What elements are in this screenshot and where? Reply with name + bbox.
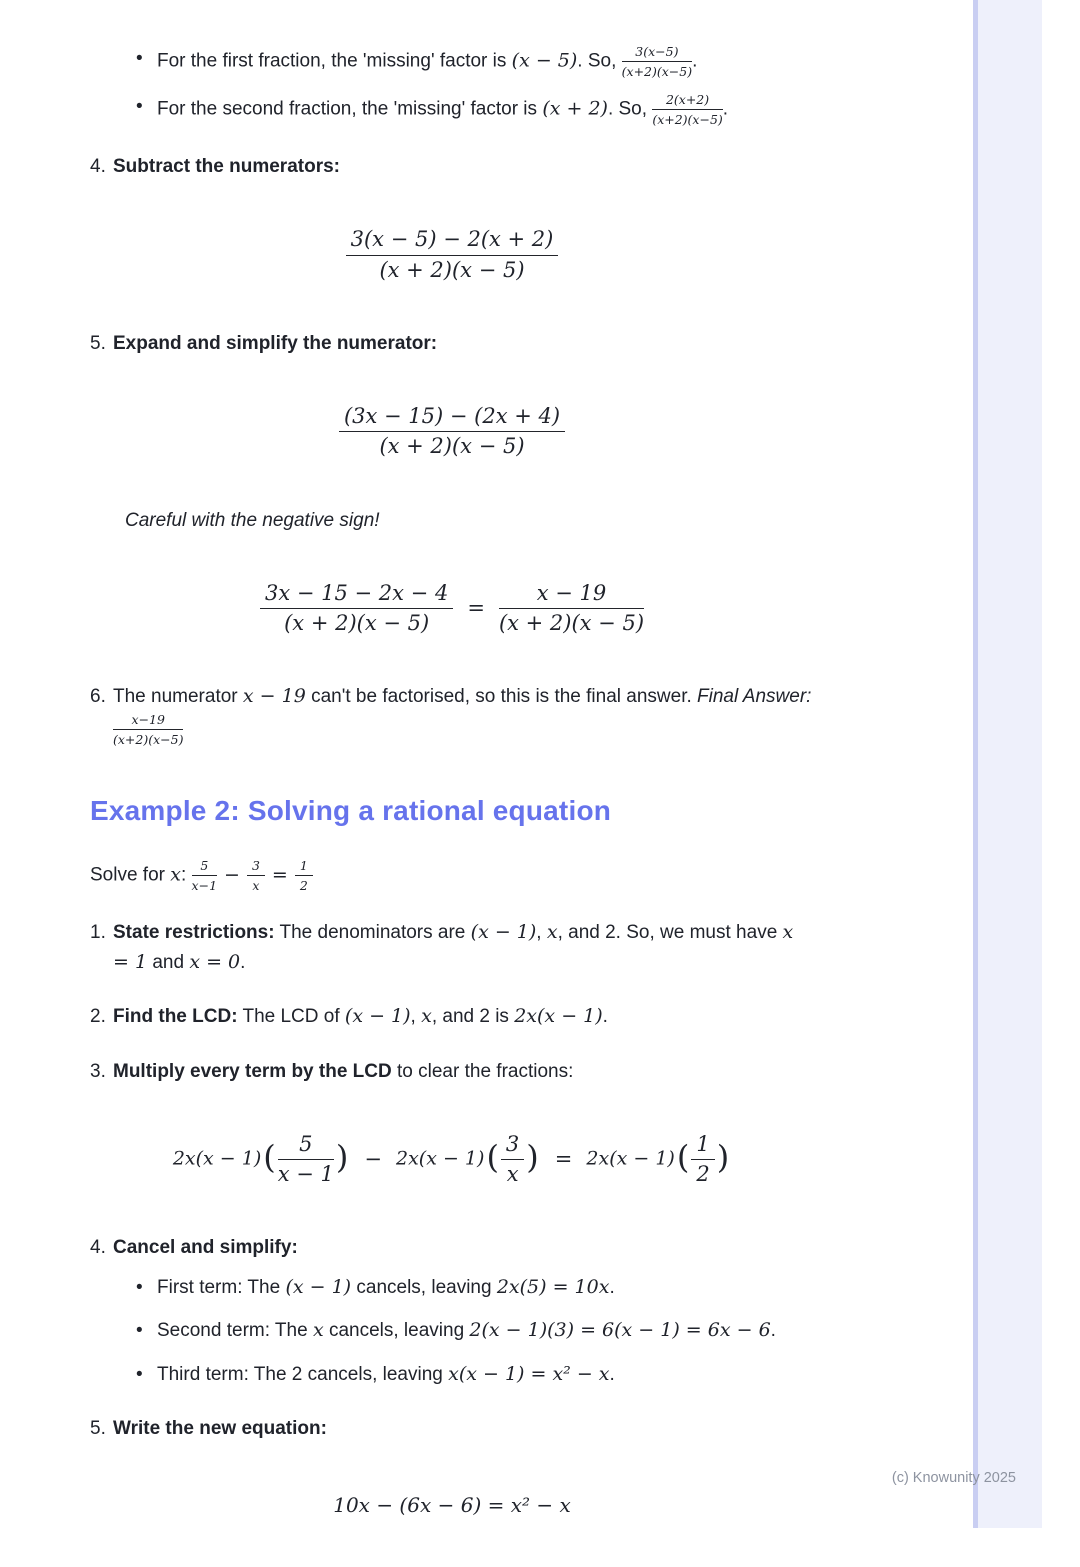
fraction-denominator: x — [252, 878, 260, 894]
display-fraction — [339, 404, 565, 459]
step-6-final-answer — [90, 682, 814, 746]
fraction-numerator: 1 — [295, 858, 313, 876]
step-2-lcd — [90, 1002, 814, 1031]
minus-sign: − — [364, 1147, 382, 1172]
step-text: . — [240, 951, 246, 973]
document-content — [90, 44, 814, 1567]
step-label: Multiply every term by the LCD — [113, 1060, 392, 1082]
step-text: The LCD of — [237, 1006, 345, 1028]
inline-math: (x + 2) — [542, 97, 608, 120]
equation-final — [90, 1490, 814, 1521]
bullet-text: . So, — [607, 98, 653, 120]
step-number: 2. — [90, 1006, 106, 1028]
fraction-denominator: (x+2)(x−5) — [113, 731, 184, 747]
fraction-numerator: 5 — [192, 858, 217, 876]
fraction-denominator: x − 1 — [277, 1162, 334, 1187]
step-label: Expand and simplify the numerator: — [113, 332, 438, 354]
equals-sign: = — [467, 596, 485, 621]
inline-math: x — [421, 1005, 432, 1028]
page-edge-divider — [973, 0, 978, 1528]
fraction-numerator: 3 — [501, 1132, 524, 1160]
bullet-text: . — [609, 1276, 615, 1298]
inline-math: 2x(5) = 10x — [496, 1275, 610, 1298]
left-paren: ( — [263, 1137, 276, 1176]
step-number: 5. — [90, 1418, 106, 1440]
bullet-text: . — [609, 1363, 615, 1385]
right-paren: ) — [526, 1137, 539, 1176]
fraction-denominator: x−1 — [191, 878, 218, 894]
inline-fraction — [247, 858, 265, 893]
step-label: Write the new equation: — [113, 1418, 327, 1440]
step-text: , — [410, 1006, 422, 1028]
equals-sign: = — [554, 1147, 573, 1172]
right-paren: ) — [716, 1137, 730, 1176]
cancel-bullet-list — [113, 1273, 814, 1389]
fraction-denominator: (x + 2)(x − 5) — [284, 611, 430, 636]
final-equation-text: 10x − (6x − 6) = x² − x — [333, 1492, 571, 1517]
list-item — [157, 92, 814, 127]
inline-fraction — [622, 44, 692, 79]
equation-subtract-numerators — [90, 227, 814, 282]
step-text: to clear the fractions: — [391, 1060, 574, 1082]
inline-math: 2(x − 1)(3) = 6(x − 1) = 6x − 6 — [469, 1319, 771, 1342]
inline-math: (x − 1) — [470, 921, 537, 944]
step-label: State restrictions: — [113, 922, 275, 944]
inline-math: 2x(x − 1) — [514, 1005, 603, 1028]
step-4-subtract — [90, 152, 814, 181]
fraction-numerator: 3(x − 5) − 2(x + 2) — [346, 227, 559, 255]
display-fraction — [691, 1132, 714, 1187]
fraction-numerator: 5 — [278, 1132, 334, 1160]
inline-math: x(x − 1) = x² − x — [448, 1362, 610, 1385]
bullet-text: . So, — [577, 50, 622, 72]
display-fraction — [499, 581, 644, 636]
list-item — [157, 1360, 814, 1389]
step-text: can't be factorised, so this is the final answer. — [305, 686, 698, 708]
fraction-numerator: 3(x−5) — [622, 44, 692, 62]
bullet-text: For the first fraction, the 'missing' factor is — [157, 50, 512, 72]
inline-math: (x − 1) — [285, 1275, 352, 1298]
fraction-denominator: 2 — [299, 878, 308, 894]
fraction-numerator: x − 19 — [499, 581, 644, 609]
list-item — [157, 1273, 814, 1302]
inline-fraction — [192, 858, 217, 893]
step-5-new-equation — [90, 1414, 814, 1443]
left-paren: ( — [676, 1137, 690, 1176]
display-fraction — [346, 227, 559, 282]
lcd-term: 2x(x − 1) — [172, 1147, 262, 1170]
step-number: 1. — [90, 922, 106, 944]
left-paren: ( — [486, 1137, 499, 1176]
fraction-numerator: 3x − 15 − 2x − 4 — [260, 581, 453, 609]
bullet-text: cancels, leaving — [323, 1320, 470, 1342]
bullet-text: . — [770, 1320, 776, 1342]
step-number: 4. — [90, 156, 106, 177]
bullet-text: For the second fraction, the 'missing' factor is — [157, 98, 543, 120]
solve-prompt — [90, 858, 814, 893]
bullet-text: . — [722, 98, 729, 120]
minus-sign: − — [224, 863, 240, 886]
fraction-denominator: (x+2)(x−5) — [621, 64, 693, 79]
display-fraction — [501, 1132, 524, 1187]
display-fraction — [278, 1132, 334, 1187]
step-text: . — [602, 1006, 608, 1028]
step-text: The numerator — [113, 686, 243, 708]
bullet-text: cancels, leaving — [351, 1276, 497, 1298]
fraction-numerator: x−19 — [113, 712, 183, 730]
fraction-denominator: (x + 2)(x − 5) — [498, 611, 645, 636]
step-number: 6. — [90, 686, 106, 708]
right-paren: ) — [335, 1137, 349, 1176]
display-fraction — [260, 581, 453, 636]
inline-math: (x − 1) — [344, 1005, 411, 1028]
inline-math: x − 19 — [242, 685, 306, 708]
fraction-denominator: (x + 2)(x − 5) — [379, 434, 525, 459]
step-text: The denominators are — [274, 922, 471, 944]
bullet-text: Second term: The — [157, 1320, 313, 1342]
equals-sign: = — [271, 863, 288, 886]
step-text: , and 2 is — [431, 1006, 515, 1028]
fraction-numerator: 1 — [691, 1132, 714, 1160]
inline-math: x — [170, 863, 181, 886]
inline-math: x — [312, 1319, 324, 1342]
page-side-panel — [978, 0, 1042, 1528]
inline-math: (x − 5) — [511, 49, 578, 72]
intro-bullet-list — [90, 44, 814, 127]
step-1-restrictions — [90, 918, 814, 977]
fraction-numerator: 3 — [247, 858, 265, 876]
step-number: 3. — [90, 1060, 106, 1082]
fraction-denominator: 2 — [696, 1162, 710, 1187]
inline-fraction — [652, 92, 722, 127]
fraction-denominator: x — [506, 1162, 519, 1187]
step-4-cancel — [90, 1233, 814, 1389]
careful-note: Careful with the negative sign! — [125, 509, 380, 531]
inline-math: x = 0 — [189, 950, 241, 973]
fraction-numerator: 2(x+2) — [652, 92, 722, 110]
equation-simplified — [90, 581, 814, 636]
inline-math: x — [546, 921, 558, 944]
solve-text: Solve for — [90, 864, 171, 886]
step-text: and — [147, 951, 190, 973]
lcd-term: 2x(x − 1) — [586, 1147, 675, 1170]
copyright-notice: (c) Knowunity 2025 — [891, 1470, 1016, 1486]
lcd-term: 2x(x − 1) — [396, 1147, 485, 1170]
fraction-numerator: (3x − 15) − (2x + 4) — [339, 404, 565, 432]
fraction-denominator: (x + 2)(x − 5) — [379, 257, 525, 282]
step-5-expand — [90, 329, 814, 358]
equation-expanded — [90, 404, 814, 459]
step-label: Cancel and simplify: — [113, 1237, 298, 1259]
solve-text: : — [180, 864, 192, 886]
section-heading: Example 2: Solving a rational equation — [90, 794, 612, 826]
equation-lcd-multiply — [90, 1132, 814, 1187]
step-number: 5. — [90, 332, 106, 354]
step-label: Subtract the numerators: — [113, 156, 340, 177]
step-text: , and 2. So, we must have — [557, 922, 783, 944]
bullet-text: Third term: The 2 cancels, leaving — [157, 1363, 449, 1385]
inline-math: x = 1 — [113, 921, 794, 973]
bullet-text: . — [692, 50, 698, 72]
bullet-text: First term: The — [157, 1276, 286, 1298]
step-label: Find the LCD: — [113, 1006, 238, 1028]
fraction-denominator: (x+2)(x−5) — [652, 112, 723, 127]
step-text: , — [536, 922, 547, 944]
inline-fraction — [113, 712, 183, 747]
final-answer-label: Final Answer: — [697, 686, 812, 708]
list-item — [157, 44, 814, 79]
step-number: 4. — [90, 1237, 106, 1259]
list-item — [157, 1316, 814, 1345]
step-3-multiply — [90, 1057, 814, 1086]
inline-fraction — [295, 858, 313, 893]
